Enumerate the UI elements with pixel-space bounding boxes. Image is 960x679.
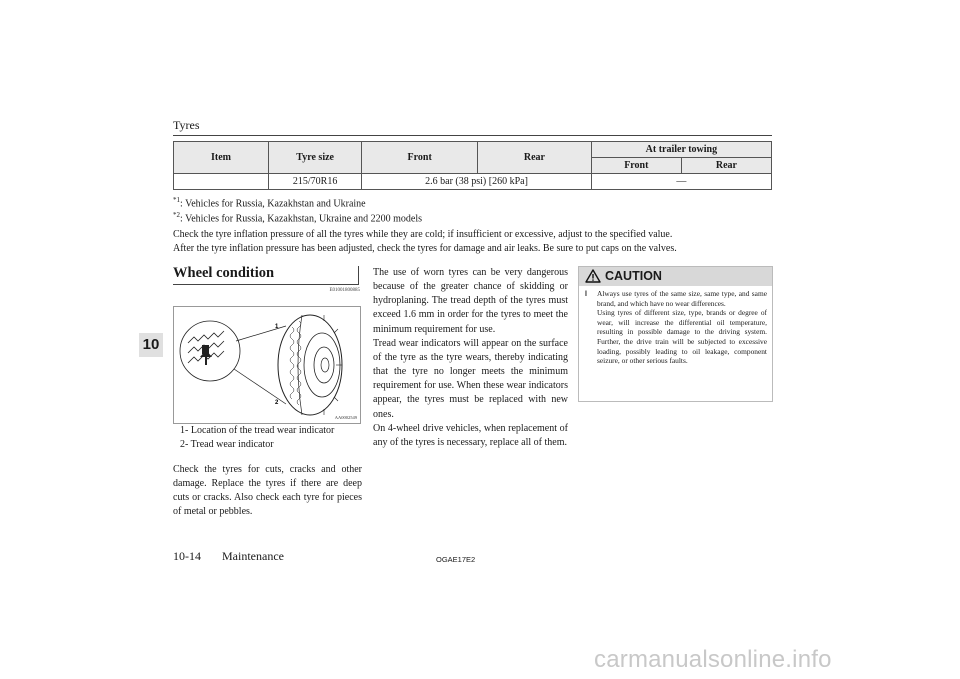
legend-item-1: 1- Location of the tread wear indicator (180, 425, 335, 436)
intro-paragraph-2: After the tyre inflation pressure has been adjusted, check the tyres for damage and air leaks. Be sure to put caps on the valves. (173, 243, 677, 254)
chapter-tab: 10 (139, 333, 163, 357)
figure-code: AA0002549 (334, 415, 357, 420)
legend-item-2: 2- Tread wear indicator (180, 439, 274, 450)
cell-tyre-size: 215/70R16 (268, 174, 361, 190)
wheel-check-text: Check the tyres for cuts, cracks and other damage. Replace the tyres if there are deep cuts or cracks. Also check each tyre for pieces of metal or pebbles. (173, 464, 362, 517)
callout-1: 1 (275, 324, 279, 330)
tread-paragraph-1: The use of worn tyres can be very dangerous because of the greater chance of skidding or hydroplaning. The tread depth of the tyres must exceed 1.6 mm in order for the tyres to meet the minimum requirement for use. (373, 267, 568, 335)
header-rule (173, 135, 772, 136)
table-row (174, 174, 772, 190)
caution-line-1: Always use tyres of the same size, same type, and same brand, and which have no wear differences. (597, 289, 767, 308)
col-trailer-rear: Rear (681, 158, 771, 174)
caution-title: CAUTION (605, 269, 662, 283)
tyre-illustration (174, 307, 360, 423)
heading-rule (173, 284, 359, 285)
col-trailer-towing: At trailer towing (591, 142, 771, 158)
document-code: OGAE17E2 (436, 555, 476, 564)
warning-triangle-icon (585, 269, 601, 283)
col-trailer-front: Front (591, 158, 681, 174)
cell-trailer: — (591, 174, 771, 190)
tread-wear-figure (173, 306, 361, 424)
tread-paragraph-3: On 4-wheel drive vehicles, when replacement of any of the tyres is necessary, replace all of them. (373, 422, 568, 448)
section-heading: Wheel condition (173, 265, 275, 281)
heading-tick (358, 266, 359, 284)
tyre-pressure-table (173, 141, 772, 190)
col-tyre-size: Tyre size (268, 142, 361, 174)
col-rear: Rear (478, 142, 592, 174)
callout-2: 2 (275, 400, 279, 406)
caution-line-2: Using tyres of different size, type, brands or degree of wear, will increase the differential oil temperature, resulting in possible damage to the driving system. Further, the drive train will be subjected to excessive loading, possibly leading to oil leakage, component seizure, or other serious faults. (597, 308, 767, 366)
caution-box (578, 266, 773, 402)
tread-paragraph-2: Tread wear indicators will appear on the surface of the tyre as the tyre wears, thereby indicating that the tyre no longer meets the minimum requirement for use. When these wear indicators appear, the tyres must be replaced with new ones. (373, 337, 568, 420)
section-code: E01001800885 (329, 288, 360, 293)
col-item: Item (174, 142, 269, 174)
footnote-2: $^{*2}$: Vehicles for Russia, Kazakhstan, Ukraine and 2200 models (173, 211, 422, 225)
footer-section: Maintenance (222, 549, 284, 563)
page-number: 10-14 (173, 549, 201, 563)
running-header: Tyres (173, 118, 200, 132)
intro-paragraph-1: Check the tyre inflation pressure of all the tyres while they are cold; if insufficient or excessive, adjust to the specified value. (173, 229, 673, 240)
caution-text (597, 289, 767, 366)
watermark: carmanualsonline.info (594, 646, 832, 673)
footnote-1: $^{*1}$: Vehicles for Russia, Kazakhstan and Ukraine (173, 196, 366, 210)
cell-pressure: 2.6 bar (38 psi) [260 kPa] (362, 174, 591, 190)
col-front: Front (362, 142, 478, 174)
caution-bullet: l (585, 291, 587, 298)
tread-depth-text (373, 266, 568, 450)
cell-item (174, 174, 269, 190)
caution-header (579, 267, 772, 286)
